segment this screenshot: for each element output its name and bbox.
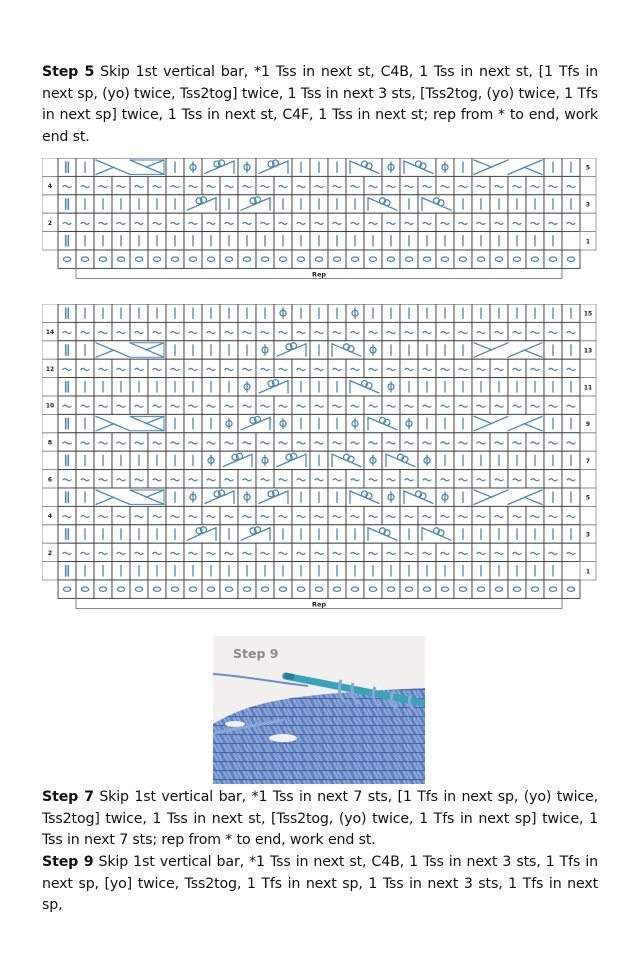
- chart-row-7: [42, 451, 596, 469]
- chart-row-1: [42, 232, 596, 250]
- svg-text:13: 13: [583, 347, 593, 355]
- step-7-text: Skip 1st vertical bar, *1 Tss in next 7 sts, [1 Tfs in next sp, (yo) twice, Tss2tog] twice, 1 Tss in next st, [Tss2tog, (yo) twice, 1 Tfs in next sp] twice, 1 Tss in next 7 sts; rep from * to end, work end st.: [42, 789, 598, 849]
- chart-row-3: [42, 525, 596, 543]
- step-7-label: Step 7: [42, 789, 94, 805]
- chart-row-2: [42, 213, 596, 231]
- step-9-photo: [213, 636, 425, 784]
- chart-row-10: [42, 396, 596, 414]
- svg-text:7: 7: [585, 457, 591, 465]
- svg-text:11: 11: [583, 384, 593, 392]
- step-7-paragraph: [42, 787, 598, 852]
- stitch-chart-grid: [42, 304, 598, 612]
- svg-text:14: 14: [45, 329, 55, 337]
- chart-rows-1-5: [42, 158, 598, 282]
- svg-text:15: 15: [583, 310, 593, 318]
- svg-text:4: 4: [47, 513, 53, 521]
- chart-row-13: [42, 341, 596, 359]
- svg-text:9: 9: [585, 421, 591, 429]
- svg-text:8: 8: [47, 439, 53, 447]
- chart-row-4: [42, 506, 596, 524]
- chart-row-15: [42, 304, 596, 322]
- svg-text:6: 6: [47, 476, 53, 484]
- svg-text:5: 5: [585, 164, 591, 172]
- stitch-chart-grid: [42, 158, 598, 282]
- svg-text:3: 3: [585, 531, 591, 539]
- step-5-label: Step 5: [42, 64, 95, 80]
- svg-text:2: 2: [47, 549, 53, 557]
- svg-text:1: 1: [585, 238, 591, 246]
- step-9-label: Step 9: [42, 854, 94, 870]
- chart-row-4: [42, 176, 596, 194]
- svg-text:4: 4: [47, 183, 53, 191]
- chart-row-11: [42, 378, 596, 396]
- chart-row-9: [42, 414, 596, 432]
- chart-row-3: [42, 195, 596, 213]
- chart-row-foundation: [58, 580, 580, 598]
- step-5-paragraph: [42, 62, 598, 148]
- svg-text:3: 3: [585, 201, 591, 209]
- chart-row-6: [42, 470, 596, 488]
- svg-text:10: 10: [45, 402, 55, 410]
- svg-text:5: 5: [585, 494, 591, 502]
- chart-rows-1-15: [42, 304, 598, 612]
- chart-row-14: [42, 322, 596, 340]
- svg-text:12: 12: [45, 365, 55, 373]
- step-9-text: Skip 1st vertical bar, *1 Tss in next st, C4B, 1 Tss in next 3 sts, 1 Tfs in next sp, [yo] twice, Tss2tog, 1 Tfs in next sp, 1 Tss in next 3 sts, 1 Tfs in next sp,: [42, 854, 598, 914]
- rep-label: Rep: [311, 600, 327, 609]
- chart-row-8: [42, 433, 596, 451]
- svg-text:1: 1: [585, 568, 591, 576]
- svg-text:2: 2: [47, 219, 53, 227]
- chart-row-foundation: [58, 250, 580, 268]
- rep-label: Rep: [311, 270, 327, 279]
- step-5-text: Skip 1st vertical bar, *1 Tss in next st, C4B, 1 Tss in next st, [1 Tfs in next sp, (yo) twice, Tss2tog] twice, 1 Tss in next 3 sts, [Tss2tog, (yo) twice, 1 Tfs in next sp] twice, 1 Tss in next st, C4F, 1 Tss in next st; rep from * to end, work end st.: [42, 64, 598, 145]
- chart-row-5: [42, 488, 596, 506]
- chart-row-12: [42, 359, 596, 377]
- chart-row-2: [42, 543, 596, 561]
- step-9-paragraph: [42, 852, 598, 917]
- chart-row-1: [42, 562, 596, 580]
- photo-step-label: Step 9: [233, 646, 279, 661]
- chart-row-5: [42, 158, 596, 176]
